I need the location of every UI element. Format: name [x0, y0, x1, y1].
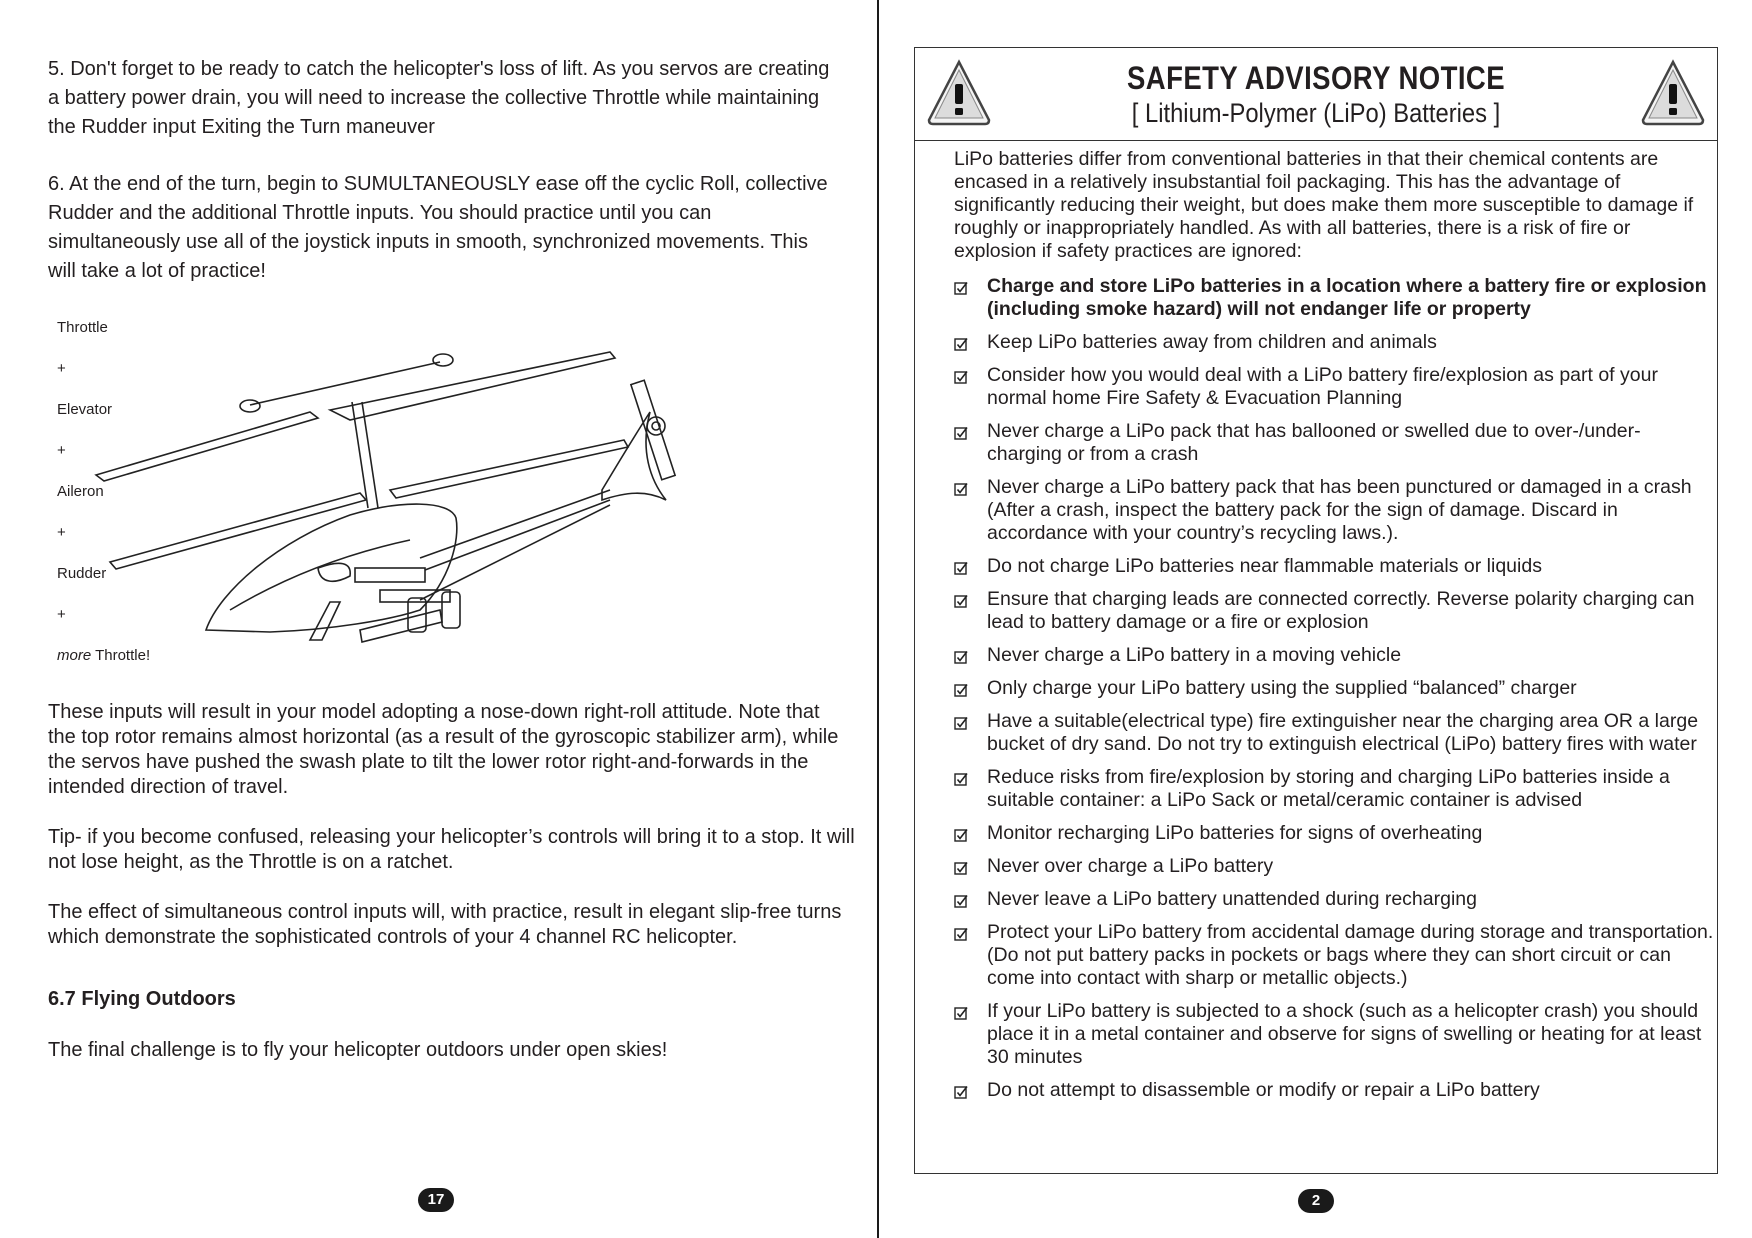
step-6-text: 6. At the end of the turn, begin to SUMULTANEOUSLY ease off the cyclic Roll, collective Rudder and the additional Throttle inputs. You should practice until you can simultaneously use all of the joystick inputs in smooth, synchronized movements. This will take a lot of practice!: [48, 173, 828, 282]
checklist-item-text: Do not charge LiPo batteries near flammable materials or liquids: [987, 555, 1542, 577]
checkbox-checked-icon: [954, 894, 968, 908]
more-throttle-word: Throttle!: [95, 647, 151, 664]
notice-title: SAFETY ADVISORY NOTICE: [1127, 60, 1505, 96]
checklist-item-text: Only charge your LiPo battery using the supplied “balanced” charger: [987, 677, 1577, 699]
checklist-item: [954, 364, 1714, 410]
notice-header: [915, 48, 1717, 141]
checklist-item: [954, 888, 1714, 911]
checklist-item-text: Reduce risks from fire/explosion by storing and charging LiPo batteries inside a suitable container: a LiPo Sack or metal/ceramic container is advised: [987, 766, 1670, 811]
checklist-item-text: Never charge a LiPo pack that has ballooned or swelled due to over-/under-charging or from a crash: [987, 420, 1641, 465]
checklist-item: [954, 822, 1714, 845]
checkbox-checked-icon: [954, 594, 968, 608]
checkbox-checked-icon: [954, 716, 968, 730]
checklist-item: [954, 766, 1714, 812]
input-throttle: Throttle: [57, 319, 108, 336]
checkbox-checked-icon: [954, 337, 968, 351]
checkbox-checked-icon: [954, 650, 968, 664]
checklist-item: [954, 710, 1714, 756]
safety-notice-box: [914, 47, 1718, 1174]
checklist-item-text: Consider how you would deal with a LiPo battery fire/explosion as part of your normal home Fire Safety & Evacuation Planning: [987, 364, 1658, 409]
checklist-item: [954, 921, 1714, 990]
checklist-item-text: Never charge a LiPo battery pack that has been punctured or damaged in a crash (After a crash, inspect the battery pack for the sign of damage. Discard in accordance with your country’s recycling laws.).: [987, 476, 1692, 544]
input-plus: +: [57, 524, 66, 541]
input-rudder: Rudder: [57, 565, 107, 582]
page-number-17: 17: [418, 1188, 454, 1212]
notice-subtitle: [ Lithium-Polymer (LiPo) Batteries ]: [1131, 98, 1501, 128]
checkbox-checked-icon: [954, 482, 968, 496]
checklist-item: [954, 588, 1714, 634]
checklist-item-text: Ensure that charging leads are connected correctly. Reverse polarity charging can lead to battery damage or a fire or explosion: [987, 588, 1695, 633]
tip-text: Tip- if you become confused, releasing your helicopter’s controls will bring it to a stop. It will not lose height, as the Throttle is on a ratchet.: [48, 826, 855, 873]
checklist-item: [954, 420, 1714, 466]
checklist-item-text: Keep LiPo batteries away from children and animals: [987, 331, 1437, 353]
checkbox-checked-icon: [954, 426, 968, 440]
checkbox-checked-icon: [954, 927, 968, 941]
checklist-item-text: Monitor recharging LiPo batteries for signs of overheating: [987, 822, 1483, 844]
checkbox-checked-icon: [954, 1006, 968, 1020]
checklist-item: [954, 677, 1714, 700]
checkbox-checked-icon: [954, 370, 968, 384]
notice-intro: LiPo batteries differ from conventional batteries in that their chemical contents are encased in a relatively insubstantial foil packaging. This has the advantage of significantly reducing their weight, but does make them more susceptible to damage if roughly or inappropriately handled. As with all batteries, there is a risk of fire or explosion if safety practices are ignored:: [954, 148, 1694, 262]
checklist-item: [954, 331, 1714, 354]
helicopter-illustration: [90, 340, 770, 670]
section-heading: 6.7 Flying Outdoors: [48, 988, 236, 1010]
checklist-item: [954, 555, 1714, 578]
input-plus: +: [57, 360, 66, 377]
input-plus: +: [57, 442, 66, 459]
checklist-item-text: Do not attempt to disassemble or modify or repair a LiPo battery: [987, 1079, 1540, 1101]
checkbox-checked-icon: [954, 683, 968, 697]
result-text: These inputs will result in your model adopting a nose-down right-roll attitude. Note that the top rotor remains almost horizontal (as a result of the gyroscopic stabilizer arm), while the servos have pushed the swash plate to tilt the lower rotor right-and-forwards in the intended direction of travel.: [48, 701, 839, 798]
final-text: The final challenge is to fly your helicopter outdoors under open skies!: [48, 1039, 668, 1061]
checkbox-checked-icon: [954, 828, 968, 842]
checklist-item: [954, 855, 1714, 878]
step-5-text: 5. Don't forget to be ready to catch the helicopter's loss of lift. As you servos are creating a battery power drain, you will need to increase the collective Throttle while maintaining the Rudder input Exiting the Turn maneuver: [48, 58, 830, 138]
checklist-item: [954, 476, 1714, 545]
effect-text: The effect of simultaneous control inputs will, with practice, result in elegant slip-free turns which demonstrate the sophisticated controls of your 4 channel RC helicopter.: [48, 901, 842, 948]
checklist-item: [954, 1079, 1714, 1102]
checklist-item: [954, 275, 1714, 321]
checklist-item-text: Never charge a LiPo battery in a moving vehicle: [987, 644, 1402, 666]
checkbox-checked-icon: [954, 861, 968, 875]
checkbox-checked-icon: [954, 772, 968, 786]
input-elevator: Elevator: [57, 401, 113, 418]
checklist-item-text: Never leave a LiPo battery unattended during recharging: [987, 888, 1477, 910]
input-plus: +: [57, 606, 66, 623]
checklist-item-text: Have a suitable(electrical type) fire extinguisher near the charging area OR a large bucket of dry sand. Do not try to extinguish electrical (LiPo) battery fires with water: [987, 710, 1699, 755]
input-aileron: Aileron: [57, 483, 104, 500]
checklist-item: [954, 644, 1714, 667]
checklist-item-text: Charge and store LiPo batteries in a location where a battery fire or explosion (including smoke hazard) will not endanger life or property: [987, 275, 1707, 320]
checklist-item-text: Never over charge a LiPo battery: [987, 855, 1274, 877]
checkbox-checked-icon: [954, 281, 968, 295]
page-divider: [877, 0, 879, 1238]
more-word: more: [57, 647, 92, 664]
page-number-2: 2: [1298, 1189, 1334, 1213]
checklist-item-text: Protect your LiPo battery from accidental damage during storage and transportation. (Do not put battery packs in pockets or bags where they can short circuit or can come into contact with sharp or metallic objects.): [987, 921, 1714, 989]
checkbox-checked-icon: [954, 561, 968, 575]
checkbox-checked-icon: [954, 1085, 968, 1099]
warning-triangle-icon: [1641, 58, 1705, 128]
checklist-item: [954, 1000, 1714, 1069]
checklist-item-text: If your LiPo battery is subjected to a shock (such as a helicopter crash) you should place it in a metal container and observe for signs of swelling or heating for at least 30 minutes: [987, 1000, 1702, 1068]
safety-checklist: [954, 275, 1714, 1102]
